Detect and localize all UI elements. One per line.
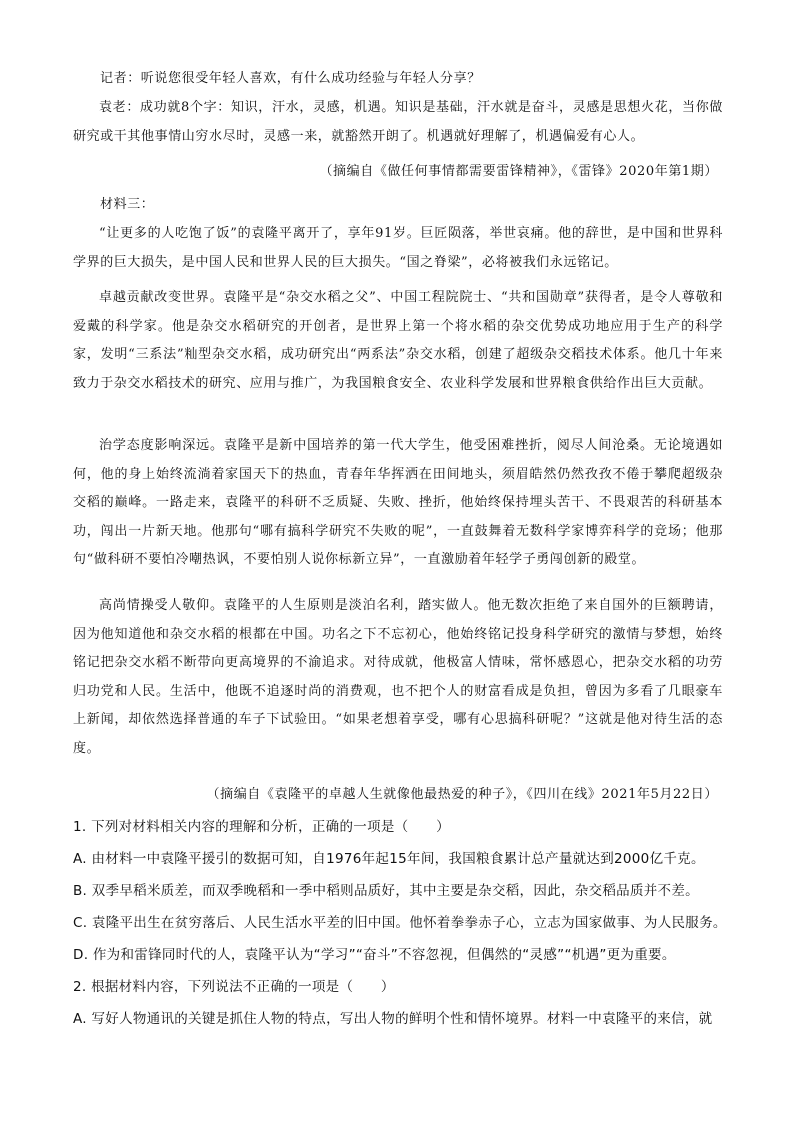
material3-paragraph-1: “让更多的人吃饱了饭”的袁隆平离开了，享年91岁。巨匠陨落，举世哀痛。他的辞世，是中国和世界科学界的巨大损失，是中国人民和世界人民的巨大损失。“国之脊梁”，必将被我们永远铭记。 [73,226,723,270]
question-1-option-a: A. 由材料一中袁隆平援引的数据可知，自1976年起15年间，我国粮食累计总产量就达到2000亿千克。 [73,851,705,867]
material3-paragraph-3: 治学态度影响深远。袁隆平是新中国培养的第一代大学生，他受困难挫折，阅尽人间沧桑。无论境遇如何，他的身上始终流淌着家国天下的热血，青春年华挥洒在田间地头，须眉皓然仍然孜孜不倦于攀爬超级杂交稻的巅峰。一路走来，袁隆平的科研不乏质疑、失败、挫折，他始终保持埋头苦干、不畏艰苦的科研基本功，闯出一片新天地。他那句“哪有搞科学研究不失败的呢”，一直鼓舞着无数科学家博弈科学的竞场；他那句“做科研不要怕冷嘲热讽，不要怕别人说你标新立异”，一直激励着年轻学子勇闯创新的殿堂。 [73,438,723,568]
question-1-option-c: C. 袁隆平出生在贫穷落后、人民生活水平差的旧中国。他怀着拳拳赤子心，立志为国家做事、为人民服务。 [73,915,727,931]
question-1-stem: 1. 下列对材料相关内容的理解和分析，正确的一项是（ ） [73,819,450,835]
question-1-option-b: B. 双季早稻米质差，而双季晚稻和一季中稻则品质好，其中主要是杂交稻，因此，杂交稻品质并不差。 [73,883,699,899]
interview-answer: 袁老：成功就8个字：知识，汗水，灵感，机遇。知识是基础，汗水就是奋斗，灵感是思想火花，当你做研究或干其他事情山穷水尽时，灵感一来，就豁然开朗了。机遇就好理解了，机遇偏爱有心人。 [73,100,723,144]
material3-source: （摘编自《袁隆平的卓越人生就像他最热爱的种子》，《四川在线》2021年5月22日） [206,787,718,802]
material3-paragraph-4: 高尚情操受人敬仰。袁隆平的人生原则是淡泊名利，踏实做人。他无数次拒绝了来自国外的巨额聘请，因为他知道他和杂交水稻的根都在中国。功名之下不忘初心，他始终铭记投身科学研究的激情与梦想，始终铭记把杂交水稻不断带向更高境界的不渝追求。对待成就，他极富人情味，常怀感恩心，把杂交水稻的功劳归功党和人民。生活中，他既不追逐时尚的消费观，也不把个人的财富看成是负担，曾因为多看了几眼豪车上新闻，却依然选择普通的车子下试验田。“如果老想着享受，哪有心思搞科研呢？”这就是他对待生活的态度。 [73,598,723,756]
interview-source: （摘编自《做任何事情都需要雷锋精神》，《雷锋》2020年第1期） [319,164,718,179]
question-2-option-a: A. 写好人物通讯的关键是抓住人物的特点，写出人物的鲜明个性和情怀境界。材料一中袁隆平的来信，就 [73,1011,713,1027]
material3-paragraph-2: 卓越贡献改变世界。袁隆平是“杂交水稻之父”、中国工程院院士、“共和国勋章”获得者，是令人尊敬和爱戴的科学家。他是杂交水稻研究的开创者，是世界上第一个将水稻的杂交优势成功地应用于生产的科学家，发明“三系法”籼型杂交水稻，成功研究出“两系法”杂交水稻，创建了超级杂交稻技术体系。他几十年来致力于杂交水稻技术的研究、应用与推广，为我国粮食安全、农业科学发展和世界粮食供给作出巨大贡献。 [73,290,723,391]
question-1-option-d: D. 作为和雷锋同时代的人，袁隆平认为“学习”“奋斗”不容忽视，但偶然的“灵感”“机遇”更为重要。 [73,947,676,963]
interview-question: 记者：听说您很受年轻人喜欢，有什么成功经验与年轻人分享？ [100,71,481,86]
question-2-stem: 2. 根据材料内容，下列说法不正确的一项是（ ） [73,979,395,995]
material3-heading: 材料三： [100,197,155,212]
